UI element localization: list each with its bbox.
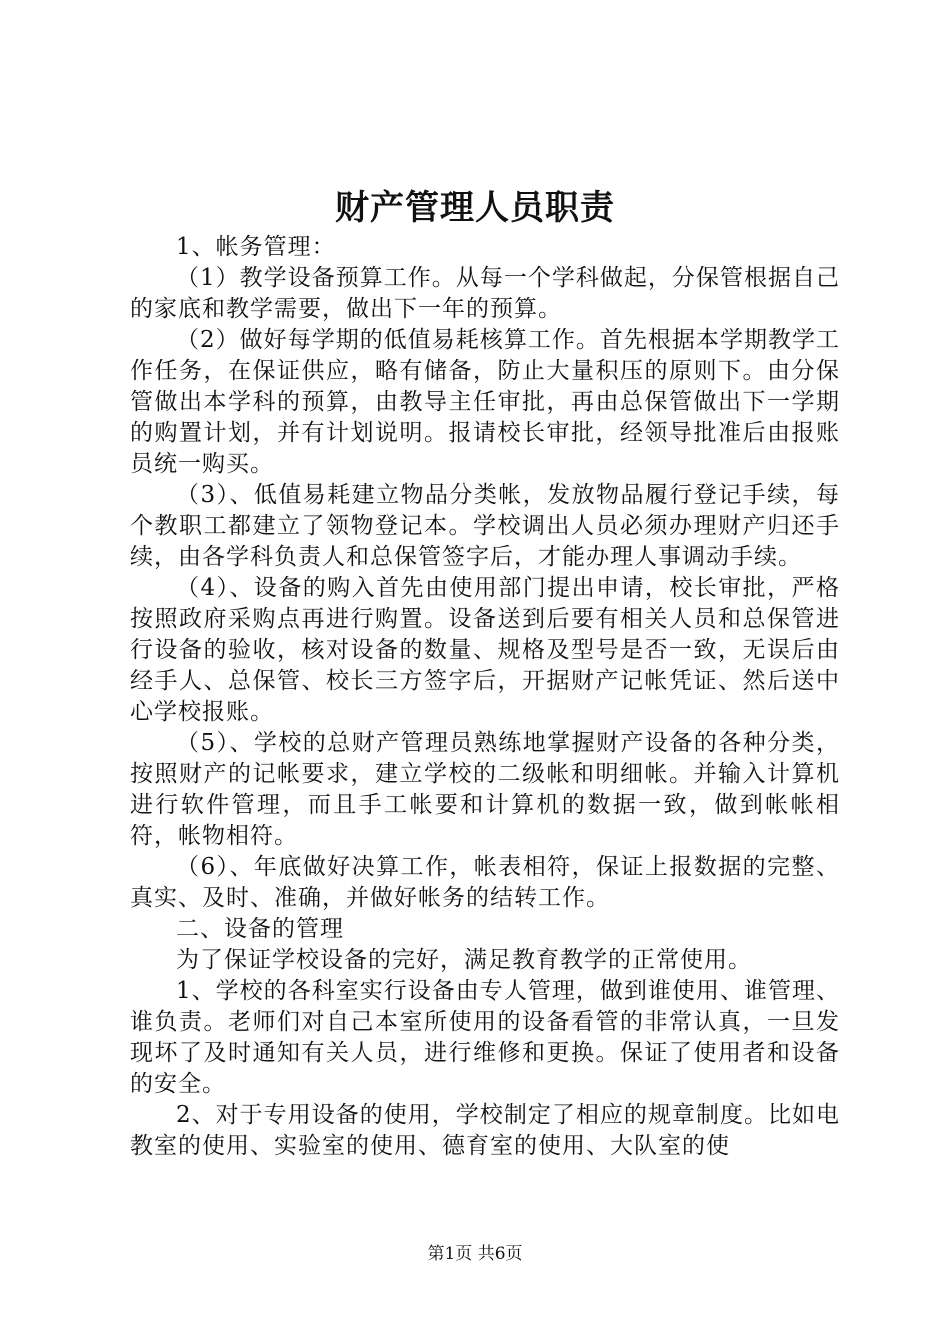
paragraph: （1）教学设备预算工作。从每一个学科做起，分保管根据自己的家底和教学需要，做出下一年的预算。 bbox=[130, 265, 840, 322]
section-heading: 1、帐务管理： bbox=[176, 234, 336, 260]
paragraph: 为了保证学校设备的完好，满足教育教学的正常使用。 bbox=[176, 947, 752, 973]
paragraph: 2、对于专用设备的使用，学校制定了相应的规章制度。比如电教室的使用、实验室的使用、德育室的使用、大队室的使 bbox=[130, 1102, 840, 1159]
section-heading: 二、设备的管理 bbox=[176, 916, 344, 942]
paragraph: （6）、年底做好决算工作，帐表相符，保证上报数据的完整、真实、及时、准确，并做好帐务的结转工作。 bbox=[130, 854, 840, 911]
page-footer: 第1页 共6页 bbox=[427, 1244, 523, 1264]
page-title: 财产管理人员职责 bbox=[335, 188, 615, 228]
paragraph: （3）、低值易耗建立物品分类帐，发放物品履行登记手续，每个教职工都建立了领物登记本。学校调出人员必须办理财产归还手续，由各学科负责人和总保管签字后，才能办理人事调动手续。 bbox=[130, 482, 840, 570]
paragraph: （5）、学校的总财产管理员熟练地掌握财产设备的各种分类，按照财产的记帐要求，建立学校的二级帐和明细帐。并输入计算机进行软件管理，而且手工帐要和计算机的数据一致，做到帐帐相符，帐物相符。 bbox=[130, 730, 840, 849]
paragraph: 1、学校的各科室实行设备由专人管理，做到谁使用、谁管理、谁负责。老师们对自己本室所使用的设备看管的非常认真，一旦发现坏了及时通知有关人员，进行维修和更换。保证了使用者和设备的安全。 bbox=[130, 978, 840, 1097]
paragraph: （4）、设备的购入首先由使用部门提出申请，校长审批，严格按照政府采购点再进行购置。设备送到后要有相关人员和总保管进行设备的验收，核对设备的数量、规格及型号是否一致，无误后由经手人、总保管、校长三方签字后，开据财产记帐凭证、然后送中心学校报账。 bbox=[130, 575, 840, 725]
document-body bbox=[130, 232, 840, 1162]
paragraph: （2）做好每学期的低值易耗核算工作。首先根据本学期教学工作任务，在保证供应，略有储备，防止大量积压的原则下。由分保管做出本学科的预算，由教导主任审批，再由总保管做出下一学期的购置计划，并有计划说明。报请校长审批，经领导批准后由报账员统一购买。 bbox=[130, 327, 840, 477]
